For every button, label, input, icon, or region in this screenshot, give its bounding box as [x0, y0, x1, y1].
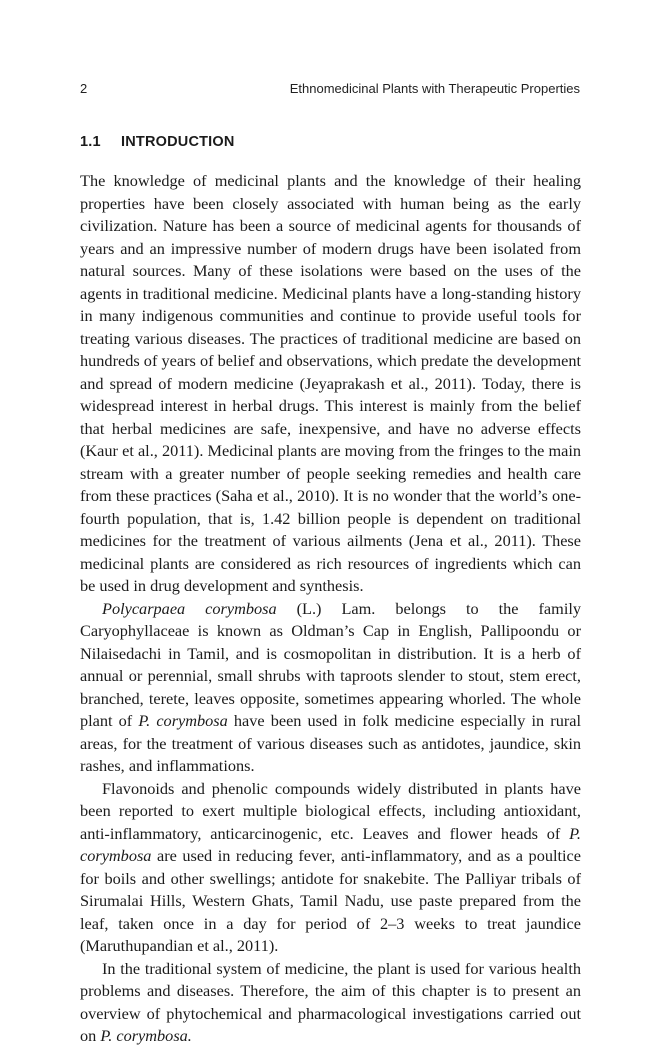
paragraph-4-text-a: In the traditional system of medicine, the plant is used for various health problems and diseases. Therefore, the aim of this chapter is to present an overview of phytochemical and pharmacological investigations carried out on — [80, 958, 581, 1045]
paragraph-2-text-b: have been used in folk medicine especially in rural areas, for the treatment of various diseases such as antidotes, jaundice, skin rashes, and inflammations. — [80, 711, 582, 775]
section-heading — [80, 132, 580, 152]
paragraph-1: The knowledge of medicinal plants and the knowledge of their healing properties have been closely associated with human being as the early civilization. Nature has been a source of medicinal agents for thousands of years and an impressive number of modern drugs have been isolated from natural sources. Many of these isolations were based on the uses of the agents in traditional medicine. Medicinal plants have a long-standing history in many indigenous communities and continue to provide useful tools for treating various diseases. The practices of traditional medicine are based on hundreds of years of belief and observations, which predate the development and spread of modern medicine (Jeyaprakash et al., 2011). Today, there is widespread interest in herbal drugs. This interest is mainly from the belief that herbal medicines are safe, inexpensive, and have no adverse effects (Kaur et al., 2011). Medicinal plants are moving from the fringes to the main stream with a greater number of people seeking remedies and health care from these practices (Saha et al., 2010). It is no wonder that the world’s one-fourth population, that is, 1.42 billion people is dependent on traditional medicines for the treatment of various ailments (Jena et al., 2011). These medicinal plants are considered as rich resources of ingredients which can be used in drug development and synthesis. — [80, 171, 581, 595]
section-number: 1.1 — [80, 134, 101, 150]
paragraph-2 — [80, 598, 581, 778]
paragraph-3 — [80, 778, 581, 958]
section-title: INTRODUCTION — [121, 134, 235, 150]
paragraph-3-text-a: Flavonoids and phenolic compounds widely distributed in plants have been reported to exert multiple biological effects, including antioxidant, anti-inflammatory, anticarcinogenic, etc. Leaves and flower heads of — [80, 778, 581, 843]
species-name-short: P. corymbosa. — [100, 1026, 192, 1045]
book-title: Ethnomedicinal Plants with Therapeutic Properties — [289, 81, 580, 96]
page-number: 2 — [80, 81, 88, 96]
species-name-short: P. corymbosa — [138, 711, 228, 730]
running-header — [80, 79, 580, 99]
body-text — [80, 170, 581, 1048]
paragraph-4 — [80, 958, 581, 1048]
species-name: Polycarpaea corymbosa — [102, 598, 277, 618]
paragraph-2-text-a: (L.) Lam. belongs to the family Caryophyllaceae is known as Oldman’s Cap in English, Pallipoondu or Nilaisedachi in Tamil, and is cosmopolitan in distribution. It is a herb of annual or perennial, small shrubs with taproots slender to stout, stem erect, branched, terete, leaves opposite, sometimes appearing whorled. The whole plant of — [80, 598, 582, 730]
paragraph-3-text-b: are used in reducing fever, anti-inflammatory, and as a poultice for boils and other swellings; antidote for snakebite. The Palliyar tribals of Sirumalai Hills, Western Ghats, Tamil Nadu, use paste prepared from the leaf, taken once in a day for period of 2–3 weeks to treat jaundice (Maruthupandian et al., 2011). — [80, 846, 581, 955]
species-name-short: P. corymbosa — [80, 823, 581, 865]
